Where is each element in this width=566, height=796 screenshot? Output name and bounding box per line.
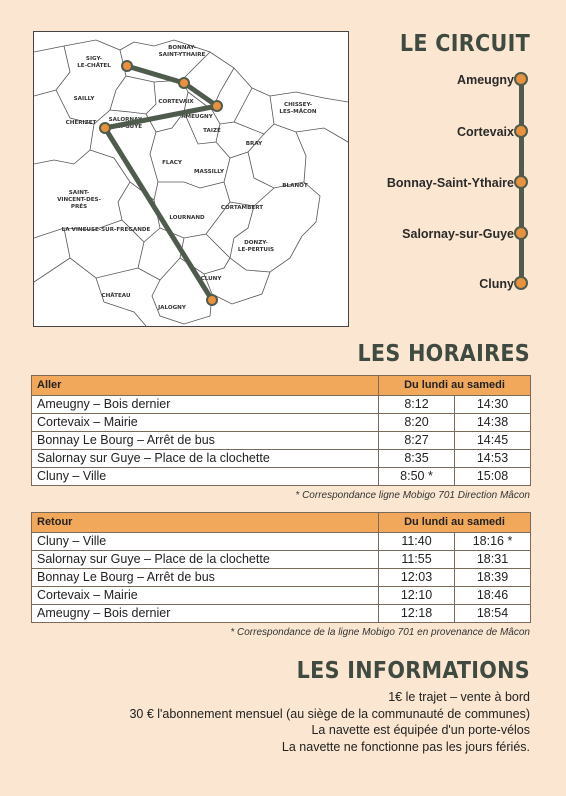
aller-rows [32, 396, 531, 486]
circuit-dot-1 [514, 72, 528, 86]
time-cell: 14:45 [455, 432, 531, 450]
time-cell: 18:39 [455, 569, 531, 587]
info-line: La navette est équipée d'un porte-vélos [311, 723, 530, 737]
table-row [32, 587, 531, 605]
time-cell: 14:30 [455, 396, 531, 414]
town-label: TAIZÉ [203, 128, 221, 134]
stop-cell: Salornay sur Guye – Place de la clochette [32, 450, 379, 468]
time-cell: 8:20 [379, 414, 455, 432]
town-label: BRAY [245, 141, 263, 147]
table-row [32, 533, 531, 551]
table-row [32, 432, 531, 450]
time-cell: 12:10 [379, 587, 455, 605]
circuit-dot-2 [514, 124, 528, 138]
town-label: SALORNAY- [108, 117, 144, 123]
town-label: SAINT- [68, 190, 90, 196]
town-label: SAINT-YTHAIRE [158, 52, 206, 58]
info-line: 1€ le trajet – vente à bord [388, 690, 530, 704]
retour-table [31, 512, 531, 623]
route-map [33, 31, 349, 327]
time-cell: 15:08 [455, 468, 531, 486]
circuit-title: LE CIRCUIT [399, 31, 530, 57]
circuit-stop-label: Bonnay-Saint-Ythaire [386, 176, 514, 190]
time-cell: 18:16 * [455, 533, 531, 551]
aller-days-header: Du lundi au samedi [379, 376, 531, 396]
map-dot-bonnay [122, 61, 132, 71]
time-cell: 8:27 [379, 432, 455, 450]
town-label: SUR-GUYE [109, 124, 143, 130]
aller-header-row [32, 376, 531, 396]
stop-cell: Bonnay Le Bourg – Arrêt de bus [32, 432, 379, 450]
circuit-dot-3 [514, 175, 528, 189]
town-label: BLANOT [282, 183, 308, 189]
town-label: LE-PERTUIS [237, 247, 275, 253]
map-dot-cluny [207, 295, 217, 305]
time-cell: 18:46 [455, 587, 531, 605]
town-label: CHERIZET [65, 120, 97, 126]
table-row [32, 468, 531, 486]
time-cell: 14:38 [455, 414, 531, 432]
map-dot-salornay [100, 123, 110, 133]
table-row [32, 551, 531, 569]
retour-days-header: Du lundi au samedi [379, 513, 531, 533]
town-label: DONZY- [244, 240, 268, 246]
time-cell: 14:53 [455, 450, 531, 468]
stop-cell: Salornay sur Guye – Place de la clochette [32, 551, 379, 569]
stop-cell: Cortevaix – Mairie [32, 587, 379, 605]
stop-cell: Ameugny – Bois dernier [32, 605, 379, 623]
stop-cell: Bonnay Le Bourg – Arrêt de bus [32, 569, 379, 587]
town-label: SIGY- [85, 56, 103, 62]
informations-title: LES INFORMATIONS [296, 658, 530, 684]
circuit-dot-5 [514, 276, 528, 290]
retour-rows [32, 533, 531, 623]
town-label: AMEUGNY [181, 114, 213, 120]
aller-note: * Correspondance ligne Mobigo 701 Direction Mâcon [295, 490, 530, 501]
time-cell: 8:12 [379, 396, 455, 414]
town-label: LE-CHÂTEL [77, 63, 111, 69]
map-dot-cortevaix [179, 78, 189, 88]
town-label: MASSILLY [193, 169, 225, 175]
town-label: PRÉS [70, 204, 88, 210]
circuit-dot-4 [514, 226, 528, 240]
map-dot-ameugny [212, 101, 222, 111]
town-label: LA VINEUSE-SUR-FREGANDE [61, 227, 151, 233]
info-line: La navette ne fonctionne pas les jours fériés. [281, 739, 530, 754]
aller-header: Aller [32, 376, 379, 396]
circuit-stop-label: Ameugny [457, 73, 514, 87]
circuit-stop-label: Salornay-sur-Guye [402, 227, 514, 241]
time-cell: 11:55 [379, 551, 455, 569]
stop-cell: Cluny – Ville [32, 468, 379, 486]
retour-note: * Correspondance de la ligne Mobigo 701 en provenance de Mâcon [230, 627, 530, 638]
time-cell: 11:40 [379, 533, 455, 551]
time-cell: 8:35 [379, 450, 455, 468]
table-row [32, 569, 531, 587]
aller-table [31, 375, 531, 486]
town-label: LES-MÂCON [279, 109, 317, 115]
time-cell: 8:50 * [379, 468, 455, 486]
table-row [32, 414, 531, 432]
town-label: CORTAMBERT [220, 205, 264, 211]
time-cell: 12:18 [379, 605, 455, 623]
stop-cell: Cortevaix – Mairie [32, 414, 379, 432]
time-cell: 12:03 [379, 569, 455, 587]
town-label: JALOGNY [158, 305, 186, 311]
retour-header: Retour [32, 513, 379, 533]
town-label: CORTEVAIX [158, 99, 194, 105]
stop-cell: Ameugny – Bois dernier [32, 396, 379, 414]
circuit-stop-label: Cortevaix [457, 125, 514, 139]
informations-list [129, 689, 530, 755]
table-row [32, 396, 531, 414]
map-svg [34, 32, 348, 326]
retour-header-row [32, 513, 531, 533]
horaires-title: LES HORAIRES [357, 341, 530, 367]
town-label: CHISSEY- [283, 102, 313, 108]
town-label: BONNAY- [168, 45, 196, 51]
town-label: CLUNY [200, 276, 222, 282]
time-cell: 18:31 [455, 551, 531, 569]
stop-cell: Cluny – Ville [32, 533, 379, 551]
info-line: 30 € l'abonnement mensuel (au siège de la communauté de communes) [129, 706, 530, 721]
town-label: CHÂTEAU [101, 293, 131, 299]
table-row [32, 605, 531, 623]
town-label: LOURNAND [169, 215, 205, 221]
time-cell: 18:54 [455, 605, 531, 623]
town-label: SAILLY [73, 96, 95, 102]
circuit-stop-label: Cluny [479, 277, 514, 291]
table-row [32, 450, 531, 468]
town-label: FLACY [162, 160, 182, 166]
town-label: VINCENT-DES- [57, 197, 101, 203]
